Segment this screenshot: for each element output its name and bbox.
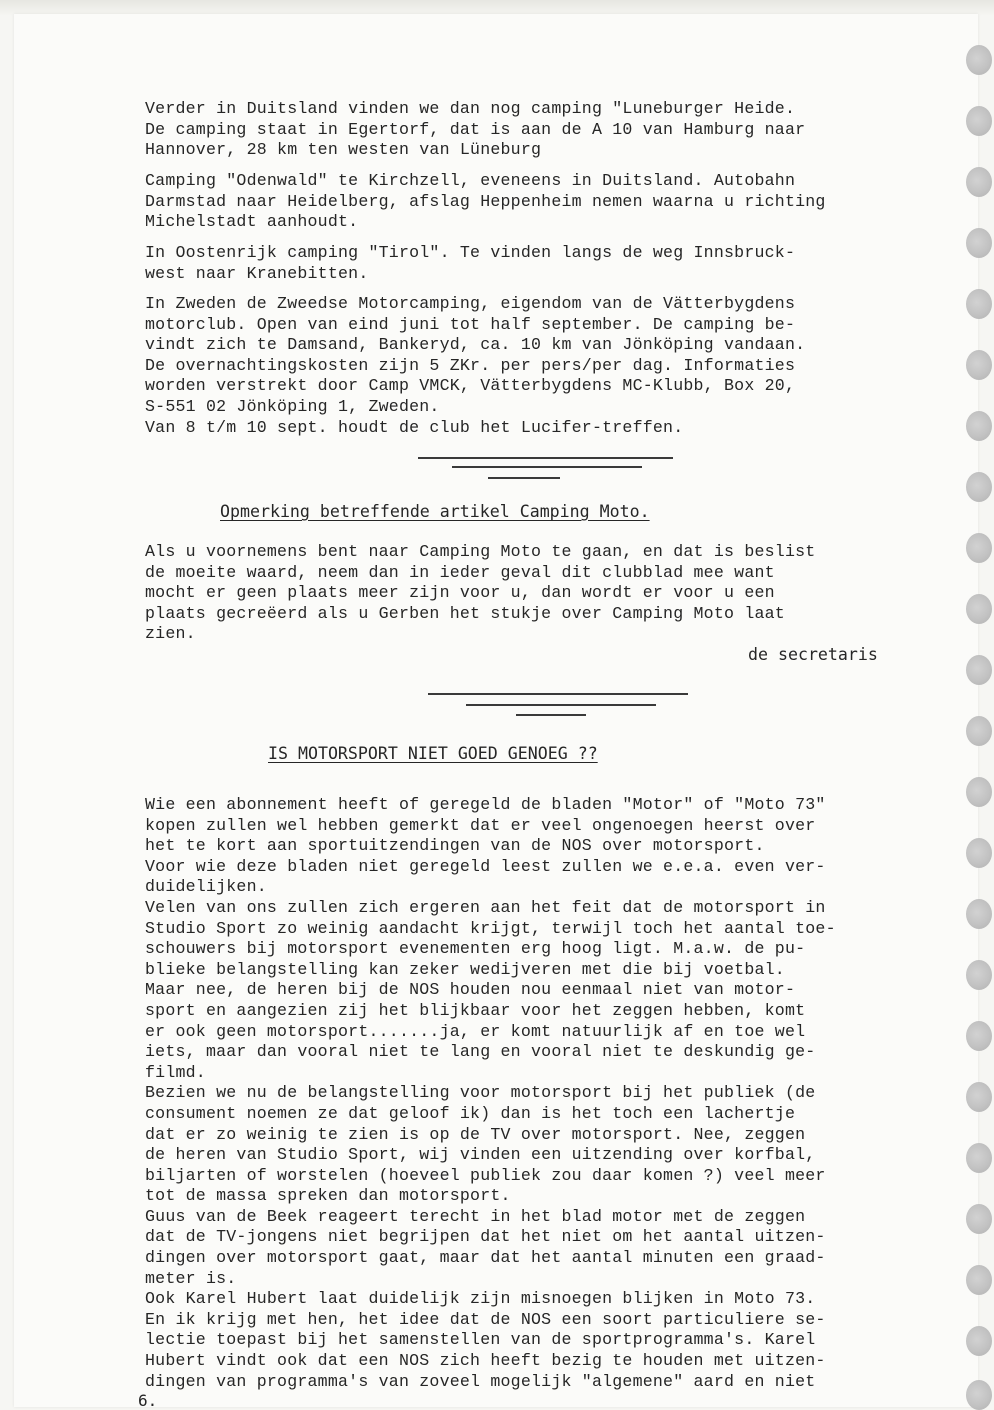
paragraph-zweden: In Zweden de Zweedse Motorcamping, eigendom van de Vätterbygdens motorclub. Open van eind juni tot half september. De camping be- vindt zich te Damsand, Bankeryd, ca. 10 km van Jönköping vandaan. De overnachtingskosten zijn 5 ZKr. per pers/per dag. Informaties worden verstrekt door Camp VMCK, Vätterbygdens MC-Klubb, Box 20, S-551 02 Jönköping 1, Zweden. Van 8 t/m 10 sept. houdt de club het Lucifer-treffen. [145, 294, 806, 437]
punch-hole [966, 716, 992, 746]
section-heading-camping-moto: Opmerking betreffende artikel Camping Moto. [220, 502, 650, 521]
separator-line [418, 457, 673, 459]
paragraph-tirol: In Oostenrijk camping "Tirol". Te vinden langs de weg Innsbruck- west naar Kranebitten. [145, 243, 796, 283]
separator-line [516, 714, 586, 716]
separator-line [452, 466, 642, 468]
section-heading-motorsport: IS MOTORSPORT NIET GOED GENOEG ?? [268, 744, 598, 763]
punch-hole [966, 45, 992, 75]
punch-hole [966, 655, 992, 685]
separator-line [466, 704, 656, 706]
paragraph-odenwald: Camping "Odenwald" te Kirchzell, eveneens in Duitsland. Autobahn Darmstad naar Heidelberg, afslag Heppenheim nemen waarna u richting Michelstadt aanhoudt. [145, 171, 826, 232]
article-body-motorsport: Wie een abonnement heeft of geregeld de bladen "Motor" of "Moto 73" kopen zullen wel hebben gemerkt dat er veel ongenoegen heerst over het te kort aan sportuitzendingen van de NOS over motorsport. Voor wie deze bladen niet geregeld leest zullen we e.e.a. even ver- duidelijken. Velen van ons zullen zich ergeren aan het feit dat de motorsport in Studio Sport zo weinig aandacht krijgt, terwijl toch het aantal toe- schouwers bij motorsport evenementen erg hoog ligt. M.a.w. de pu- blieke belangstelling kan zeker wedijveren met die bij voetbal. Maar nee, de heren bij de NOS houden nou eenmaal niet van motor- sport en aangezien zij het blijkbaar voor het zeggen hebben, komt er ook geen motorsport.......ja, er komt natuurlijk af en toe wel iets, maar dan vooral niet te lang en vooral niet te deskundig ge- filmd. Bezien we nu de belangstelling voor motorsport bij het publiek (de consument noemen ze dat geloof ik) dan is het toch een lachertje dat er zo weinig te zien is op de TV over motorsport. Nee, zeggen de heren van Studio Sport, wij vinden een uitzending over korfbal, biljarten of worstelen (hoeveel publiek zou daar komen ?) veel meer tot de massa spreken dan motorsport. Guus van de Beek reageert terecht in het blad motor met de zeggen dat de TV-jongens niet begrijpen dat het niet om het aantal uitzen- dingen over motorsport gaat, maar dat het aantal minuten een graad- meter is. Ook Karel Hubert laat duidelijk zijn misnoegen blijken in Moto 73. En ik krijg met hen, het idee dat de NOS een soort particuliere se- lectie toepast bij het samenstellen van de sportprogramma's. Karel Hubert vindt ook dat een NOS zich heeft bezig te houden met uitzen- dingen van programma's van zoveel mogelijk "algemene" aard en niet [145, 795, 836, 1391]
separator-line [428, 693, 688, 695]
separator-line [488, 477, 560, 479]
paragraph-camping-moto: Als u voornemens bent naar Camping Moto te gaan, en dat is beslist de moeite waard, neem dan in ieder geval dit clubblad mee want mocht er geen plaats meer zijn voor u, dan wordt er voor u een plaats gecreëerd als u Gerben het stukje over Camping Moto laat zien. [145, 542, 816, 644]
signature-secretaris: de secretaris [748, 645, 878, 664]
punch-hole [966, 472, 992, 502]
page-number: 6. [138, 1391, 158, 1410]
paragraph-luneburger-heide: Verder in Duitsland vinden we dan nog camping "Luneburger Heide. De camping staat in Egertorf, dat is aan de A 10 van Hamburg naar Hannover, 28 km ten westen van Lüneburg [145, 99, 806, 160]
